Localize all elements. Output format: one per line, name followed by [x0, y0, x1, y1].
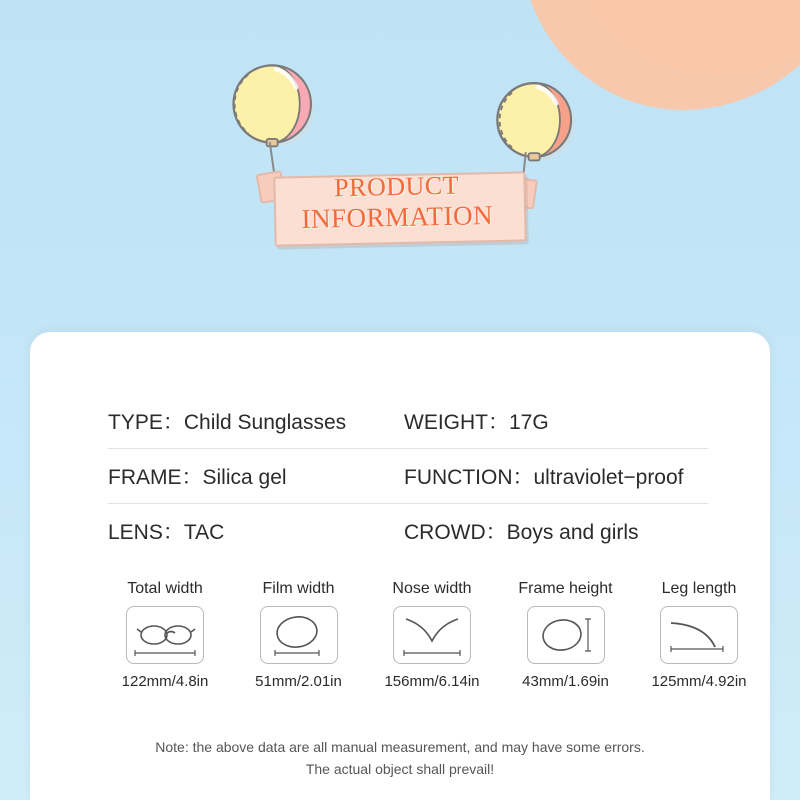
note-line-2: The actual object shall prevail!	[305, 761, 495, 777]
spec-value-crowd: Boys and girls	[506, 521, 639, 544]
list-item	[102, 580, 228, 690]
measure-value-film-width: 51mm/2.01in	[255, 673, 342, 690]
note	[30, 736, 770, 780]
spec-value-frame: Silica gel	[202, 466, 287, 489]
balloon-left-icon	[228, 58, 320, 150]
spec-label-crowd: CROWD：	[404, 521, 507, 544]
spec-value-type: Child Sunglasses	[183, 411, 347, 434]
measure-title-frame-height: Frame height	[518, 580, 613, 597]
measure-value-nose-width: 156mm/6.14in	[384, 673, 480, 690]
banner-title-line2: INFORMATION	[301, 199, 494, 234]
measure-icon-box	[660, 606, 738, 664]
measure-title-leg-length: Leg length	[661, 580, 737, 597]
spec-cell-lens	[108, 516, 404, 546]
lens-width-icon	[261, 607, 337, 663]
lens-height-icon	[528, 607, 604, 663]
measure-value-frame-height: 43mm/1.69in	[522, 673, 609, 690]
spec-cell-crowd	[404, 516, 708, 546]
banner-title-line1: PRODUCT	[333, 170, 460, 203]
spec-cell-weight	[404, 406, 708, 436]
spec-cell-frame	[108, 461, 404, 491]
measure-value-total-width: 122mm/4.8in	[121, 673, 209, 690]
banner-sign	[258, 152, 536, 248]
banner-title	[257, 169, 536, 235]
banner	[0, 30, 800, 260]
table-row	[108, 504, 708, 558]
measure-icon-box	[126, 606, 204, 664]
measure-title-film-width: Film width	[262, 580, 335, 597]
measure-value-leg-length: 125mm/4.92in	[651, 673, 747, 690]
spec-value-weight: 17G	[509, 411, 549, 434]
spec-cell-function	[404, 461, 708, 491]
spec-value-function: ultraviolet−proof	[533, 466, 684, 489]
sunglasses-front-icon	[127, 607, 203, 663]
measure-icon-box	[393, 606, 471, 664]
list-item	[503, 580, 629, 690]
spec-label-frame: FRAME：	[108, 466, 203, 489]
spec-label-function: FUNCTION：	[404, 466, 534, 489]
spec-label-lens: LENS：	[108, 521, 184, 544]
list-item	[636, 580, 762, 690]
spec-table	[108, 394, 708, 558]
measure-icon-box	[527, 606, 605, 664]
measure-icon-box	[260, 606, 338, 664]
table-row	[108, 394, 708, 449]
spec-label-weight: WEIGHT：	[404, 411, 509, 434]
nose-bridge-icon	[394, 607, 470, 663]
measurement-list	[102, 580, 762, 690]
list-item	[236, 580, 362, 690]
product-information-card	[30, 332, 770, 800]
spec-label-type: TYPE：	[108, 411, 184, 434]
note-line-1: Note: the above data are all manual measurement, and may have some errors.	[155, 739, 645, 755]
temple-arm-icon	[661, 607, 737, 663]
spec-cell-type	[108, 406, 404, 436]
table-row	[108, 449, 708, 504]
measure-title-nose-width: Nose width	[392, 580, 472, 597]
list-item	[369, 580, 495, 690]
measure-title-total-width: Total width	[127, 580, 203, 597]
spec-value-lens: TAC	[183, 521, 225, 544]
